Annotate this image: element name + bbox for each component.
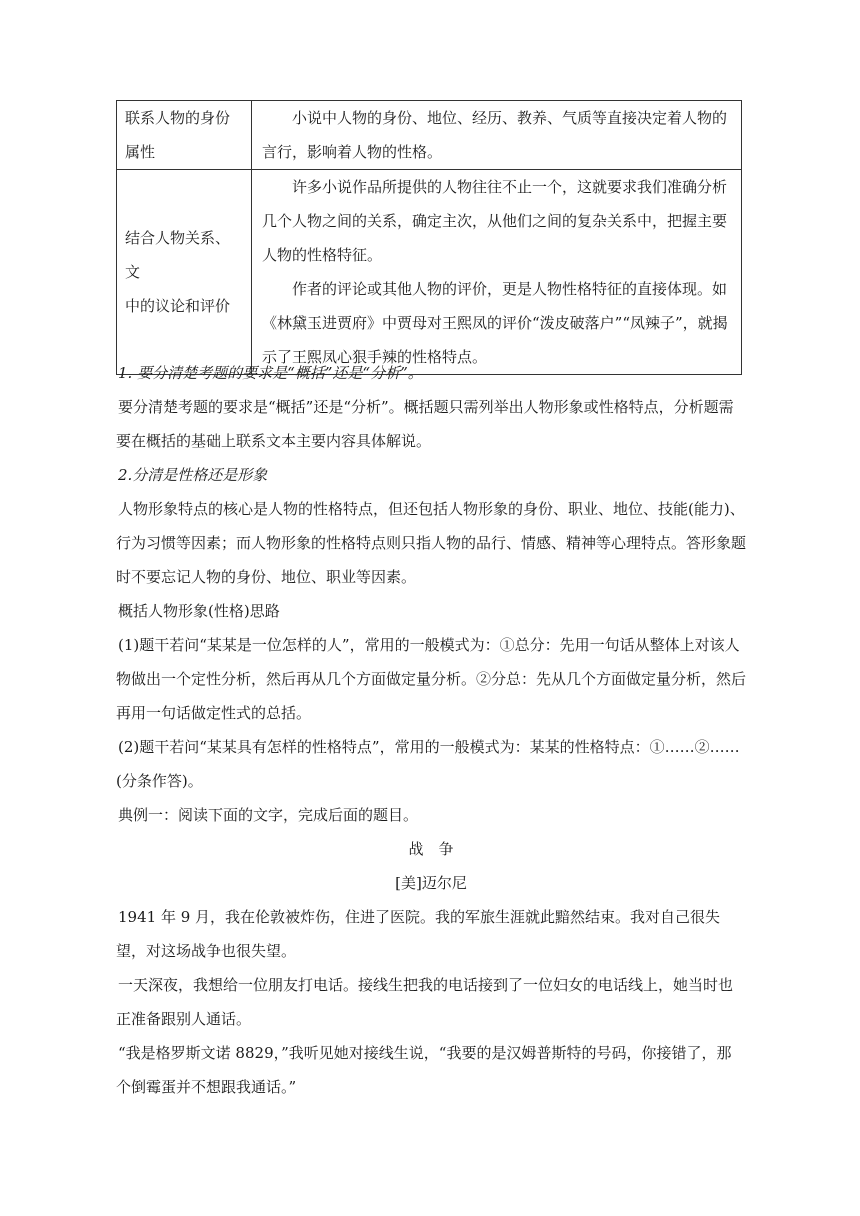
table-paragraph: 许多小说作品所提供的人物往往不止一个，这就要求我们准确分析几个人物之间的关系，确定主次，从他们之间的复杂关系中，把握主要人物的性格特征。 [262,178,728,264]
table-row-content [252,170,742,375]
story-author: [美]迈尔尼 [395,874,467,892]
table-row-label [117,101,252,170]
label-line: 属性 [125,143,156,161]
table-paragraph: 小说中人物的身份、地位、经历、教养、气质等直接决定着人物的言行，影响着人物的性格。 [262,109,728,161]
label-line: 结合人物关系、文 [125,229,231,281]
story-paragraph: 1941 年 9 月，我在伦敦被炸伤，住进了医院。我的军旅生涯就此黯然结束。我对自己很失望，对这场战争也很失望。 [116,908,721,960]
table-row [117,170,742,375]
story-paragraph: 一天深夜，我想给一位朋友打电话。接线生把我的电话接到了一位妇女的电话线上，她当时也正准备跟别人通话。 [116,976,734,1028]
paragraph: 要分清楚考题的要求是“概括”还是“分析”。概括题只需列举出人物形象或性格特点，分析题需要在概括的基础上联系文本主要内容具体解说。 [116,398,734,450]
section-heading-1: 1. 要分清楚考题的要求是“概括”还是“分析”。 [118,364,423,382]
table-paragraph: 作者的评论或其他人物的评价，更是人物性格特征的直接体现。如《林黛玉进贾府》中贾母对王熙凤的评价“泼皮破落户”“凤辣子”，就揭示了王熙凤心狠手辣的性格特点。 [262,280,728,366]
method-table [116,100,742,375]
paragraph: 典例一：阅读下面的文字，完成后面的题目。 [118,806,419,824]
body-text [116,356,746,1104]
table-row-label [117,170,252,375]
story-paragraph: “我是格罗斯文诺 8829，”我听见她对接线生说，“我要的是汉姆普斯特的号码，你接错了，那个倒霉蛋并不想跟我通话。” [116,1044,732,1096]
label-line: 联系人物的身份 [125,109,231,127]
paragraph: (2)题干若问“某某具有怎样的性格特点”，常用的一般模式为：某某的性格特点：①……②……(分条作答)。 [116,738,740,790]
table-row-content [252,101,742,170]
paragraph: 概括人物形象(性格)思路 [118,602,280,620]
section-heading-2: 2.分清是性格还是形象 [118,466,268,484]
story-title: 战 争 [408,840,454,858]
label-line: 中的议论和评价 [125,297,231,315]
table-row [117,101,742,170]
paragraph: (1)题干若问“某某是一位怎样的人”，常用的一般模式为：①总分：先用一句话从整体上对该人物做出一个定性分析，然后再从几个方面做定量分析。②分总：先从几个方面做定量分析，然后再用一句话做定性式的总括。 [116,636,747,722]
paragraph: 人物形象特点的核心是人物的性格特点，但还包括人物形象的身份、职业、地位、技能(能力)、行为习惯等因素；而人物形象的性格特点则只指人物的品行、情感、精神等心理特点。答形象题时不要忘记人物的身份、地位、职业等因素。 [116,500,747,586]
